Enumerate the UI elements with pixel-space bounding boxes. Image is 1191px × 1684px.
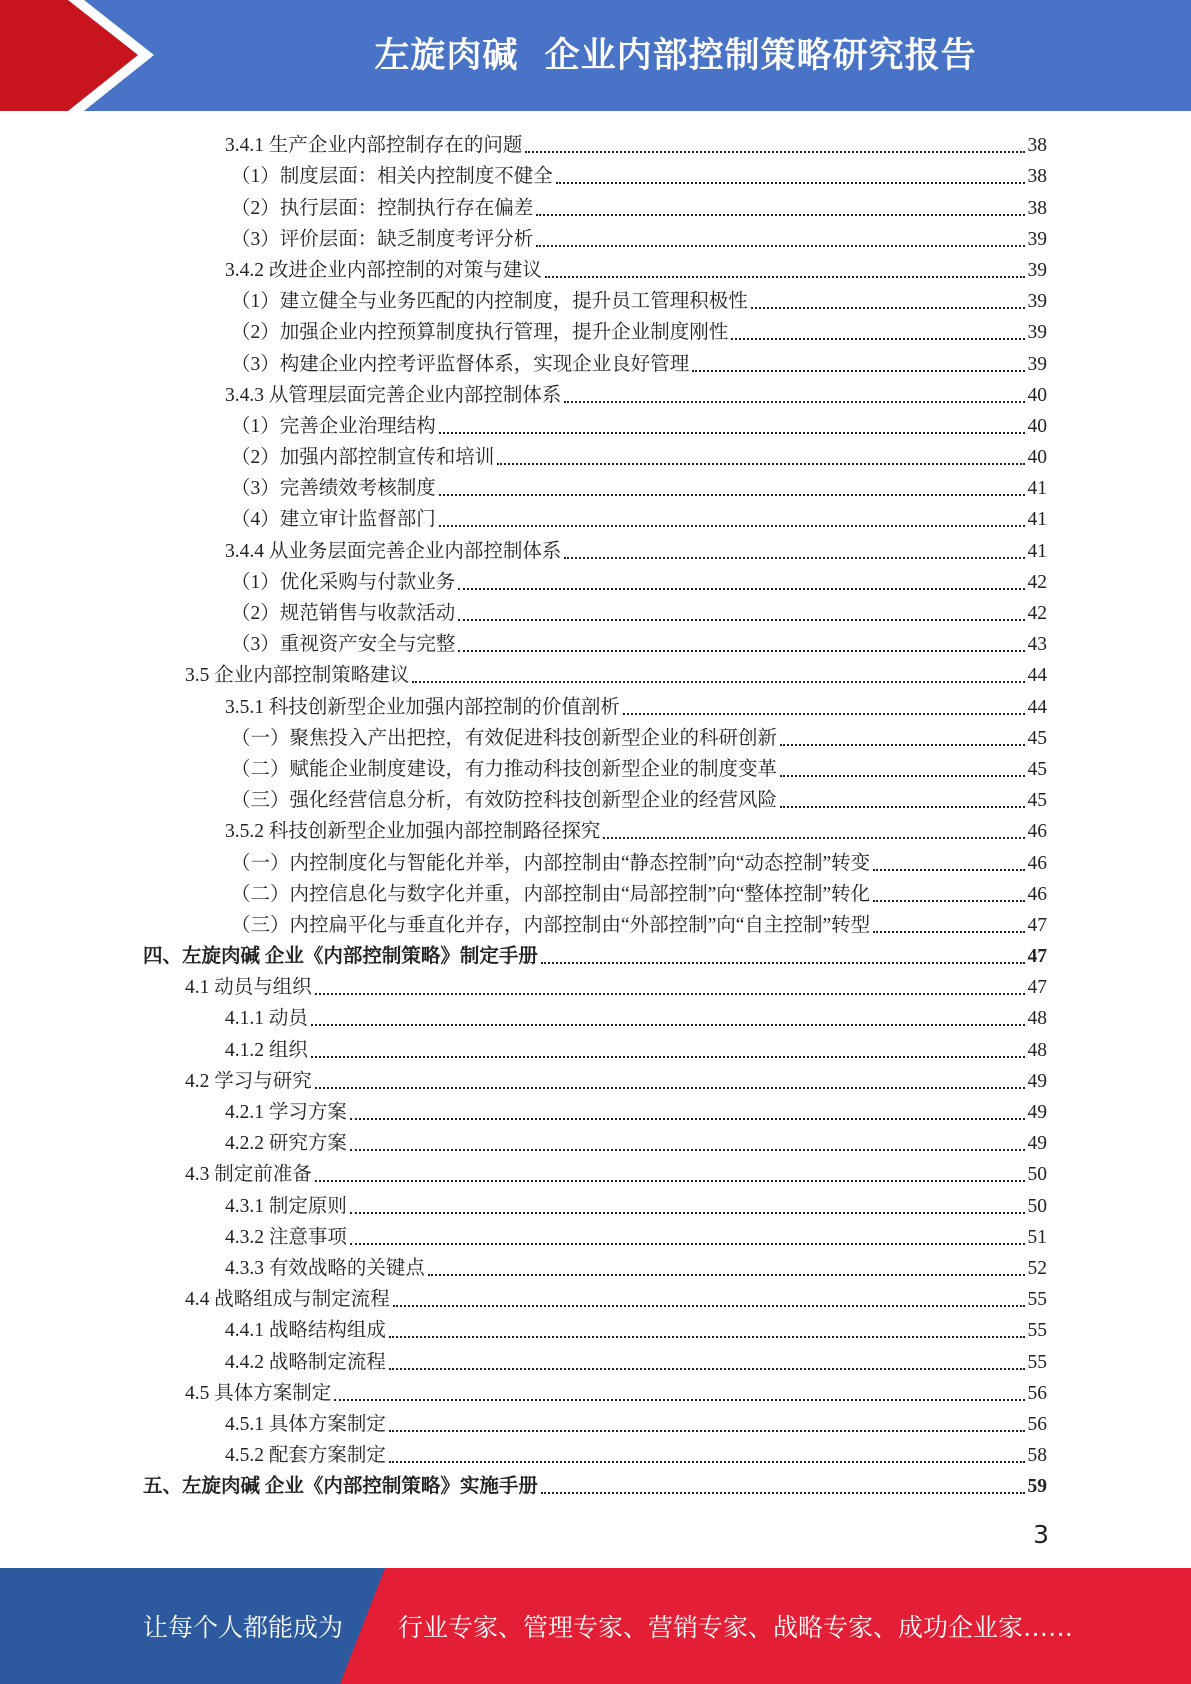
toc-entry[interactable] bbox=[0, 377, 1191, 408]
toc-dot-leader bbox=[439, 525, 1025, 527]
toc-dot-leader bbox=[497, 463, 1024, 465]
toc-entry-page: 42 bbox=[1027, 571, 1047, 593]
toc-entry-page: 59 bbox=[1027, 1476, 1047, 1498]
toc-entry-title: 4.3.3 有效战略的关键点 bbox=[225, 1257, 425, 1279]
toc-entry[interactable] bbox=[0, 1343, 1191, 1374]
toc-entry[interactable] bbox=[0, 938, 1191, 969]
toc-entry[interactable] bbox=[0, 345, 1191, 376]
toc-dot-leader bbox=[623, 713, 1025, 715]
toc-entry[interactable] bbox=[0, 1156, 1191, 1187]
toc-entry-title: 4.5.1 具体方案制定 bbox=[225, 1413, 386, 1435]
toc-entry[interactable] bbox=[0, 782, 1191, 813]
toc-entry-page: 44 bbox=[1027, 696, 1047, 718]
toc-entry-title: （4）建立审计监督部门 bbox=[231, 509, 436, 531]
toc-dot-leader bbox=[873, 931, 1024, 933]
toc-entry-page: 45 bbox=[1027, 758, 1047, 780]
toc-dot-leader bbox=[350, 1149, 1025, 1151]
toc-entry-title: 4.1.1 动员 bbox=[225, 1008, 308, 1030]
toc-entry[interactable] bbox=[0, 907, 1191, 938]
toc-entry[interactable] bbox=[0, 283, 1191, 314]
toc-entry-page: 47 bbox=[1027, 914, 1047, 936]
toc-entry-title: 4.3.2 注意事项 bbox=[225, 1226, 347, 1248]
toc-dot-leader bbox=[412, 681, 1024, 683]
toc-entry-page: 38 bbox=[1027, 135, 1047, 157]
toc-entry-page: 43 bbox=[1027, 634, 1047, 656]
page-number: 3 bbox=[1033, 1520, 1049, 1549]
toc-entry-title: 4.2 学习与研究 bbox=[185, 1070, 312, 1092]
toc-dot-leader bbox=[525, 151, 1024, 153]
toc-entry[interactable] bbox=[0, 1281, 1191, 1312]
toc-entry-page: 47 bbox=[1027, 946, 1047, 968]
toc-dot-leader bbox=[389, 1336, 1025, 1338]
toc-dot-leader bbox=[541, 962, 1025, 964]
toc-entry[interactable] bbox=[0, 969, 1191, 1000]
toc-entry-title: 4.3 制定前准备 bbox=[185, 1164, 312, 1186]
toc-entry-title: （1）建立健全与业务匹配的内控制度，提升员工管理积极性 bbox=[231, 291, 748, 313]
toc-entry-title: （1）优化采购与付款业务 bbox=[231, 571, 456, 593]
toc-dot-leader bbox=[564, 557, 1024, 559]
toc-entry-title: 4.3.1 制定原则 bbox=[225, 1195, 347, 1217]
toc-entry[interactable] bbox=[0, 813, 1191, 844]
toc-entry[interactable] bbox=[0, 1063, 1191, 1094]
toc-entry-title: 3.4.2 改进企业内部控制的对策与建议 bbox=[225, 259, 542, 281]
toc-entry-page: 42 bbox=[1027, 603, 1047, 624]
toc-entry[interactable] bbox=[0, 1250, 1191, 1281]
toc-dot-leader bbox=[536, 214, 1024, 216]
toc-entry[interactable] bbox=[0, 221, 1191, 252]
toc-entry-page: 55 bbox=[1027, 1351, 1047, 1373]
toc-entry[interactable] bbox=[0, 252, 1191, 283]
toc-entry-title: （一）内控制度化与智能化并举，内部控制由“静态控制”向“动态控制”转变 bbox=[231, 852, 871, 874]
toc-dot-leader bbox=[780, 775, 1024, 777]
toc-entry-page: 38 bbox=[1027, 166, 1047, 188]
toc-dot-leader bbox=[564, 401, 1024, 403]
header-banner bbox=[0, 0, 1191, 111]
toc-entry[interactable] bbox=[0, 595, 1191, 626]
toc-dot-leader bbox=[315, 1087, 1025, 1089]
toc-entry-page: 41 bbox=[1027, 540, 1047, 562]
toc-entry[interactable] bbox=[0, 844, 1191, 875]
toc-dot-leader bbox=[428, 1274, 1025, 1276]
toc-entry-title: 四、左旋肉碱 企业《内部控制策略》制定手册 bbox=[143, 946, 538, 968]
toc-entry-page: 49 bbox=[1027, 1070, 1047, 1092]
toc-entry-title: 3.4.3 从管理层面完善企业内部控制体系 bbox=[225, 384, 562, 406]
toc-dot-leader bbox=[389, 1430, 1025, 1432]
toc-entry[interactable] bbox=[0, 626, 1191, 657]
toc-entry-title: （3）评价层面：缺乏制度考评分析 bbox=[231, 228, 534, 250]
toc-entry-title: （一）聚焦投入产出把控，有效促进科技创新型企业的科研创新 bbox=[231, 727, 778, 749]
toc-entry-title: 4.1.2 组织 bbox=[225, 1039, 308, 1061]
toc-entry-page: 49 bbox=[1027, 1133, 1047, 1155]
toc-entry-page: 50 bbox=[1027, 1195, 1047, 1217]
toc-entry-title: （3）构建企业内控考评监督体系，实现企业良好管理 bbox=[231, 353, 690, 375]
toc-entry-page: 56 bbox=[1027, 1413, 1047, 1435]
toc-entry-page: 39 bbox=[1027, 322, 1047, 344]
toc-entry-page: 56 bbox=[1027, 1382, 1047, 1404]
toc-entry[interactable] bbox=[0, 720, 1191, 751]
toc-entry-title: 3.5.1 科技创新型企业加强内部控制的价值剖析 bbox=[225, 696, 620, 718]
toc-dot-leader bbox=[458, 588, 1024, 590]
toc-entry-title: （二）内控信息化与数字化并重，内部控制由“局部控制”向“整体控制”转化 bbox=[231, 883, 871, 905]
toc-entry[interactable] bbox=[0, 1031, 1191, 1062]
toc-entry-page: 40 bbox=[1027, 447, 1047, 469]
toc-entry-page: 46 bbox=[1027, 821, 1047, 843]
toc-entry-page: 46 bbox=[1027, 883, 1047, 905]
toc-entry[interactable] bbox=[0, 564, 1191, 595]
toc-dot-leader bbox=[439, 432, 1025, 434]
toc-entry-page: 39 bbox=[1027, 228, 1047, 250]
toc-entry-title: （二）赋能企业制度建设，有力推动科技创新型企业的制度变革 bbox=[231, 758, 778, 780]
toc-entry-title: 4.2.1 学习方案 bbox=[225, 1102, 347, 1123]
toc-entry[interactable] bbox=[0, 1219, 1191, 1250]
toc-entry[interactable] bbox=[0, 314, 1191, 345]
toc-dot-leader bbox=[439, 494, 1025, 496]
toc-entry[interactable] bbox=[0, 1094, 1191, 1125]
toc-entry[interactable] bbox=[0, 408, 1191, 439]
toc-entry-page: 47 bbox=[1027, 977, 1047, 999]
toc-entry-page: 49 bbox=[1027, 1102, 1047, 1123]
toc-entry-title: 4.4.1 战略结构组成 bbox=[225, 1320, 386, 1342]
toc-entry-title: 4.4.2 战略制定流程 bbox=[225, 1351, 386, 1373]
toc-entry-title: （2）执行层面：控制执行存在偏差 bbox=[231, 197, 534, 219]
toc-entry-page: 39 bbox=[1027, 259, 1047, 281]
toc-entry[interactable] bbox=[0, 751, 1191, 782]
toc-entry-title: （1）制度层面：相关内控制度不健全 bbox=[231, 166, 553, 188]
toc-dot-leader bbox=[780, 744, 1024, 746]
toc-dot-leader bbox=[556, 182, 1025, 184]
toc-entry-page: 40 bbox=[1027, 415, 1047, 437]
toc-entry-title: 4.1 动员与组织 bbox=[185, 977, 312, 999]
toc-entry-title: （三）强化经营信息分析，有效防控科技创新型企业的经营风险 bbox=[231, 790, 778, 812]
toc-entry-title: （1）完善企业治理结构 bbox=[231, 415, 436, 437]
toc-entry-title: （2）加强内部控制宣传和培训 bbox=[231, 447, 495, 469]
toc-entry-title: 3.5 企业内部控制策略建议 bbox=[185, 665, 410, 687]
toc-entry[interactable] bbox=[0, 1000, 1191, 1031]
toc-entry-title: （3）完善绩效考核制度 bbox=[231, 478, 436, 500]
toc-entry[interactable] bbox=[0, 158, 1191, 189]
toc-entry[interactable] bbox=[0, 439, 1191, 470]
toc-entry[interactable] bbox=[0, 127, 1191, 158]
toc-entry[interactable] bbox=[0, 470, 1191, 501]
toc-entry-title: 4.4 战略组成与制定流程 bbox=[185, 1289, 390, 1311]
toc-entry[interactable] bbox=[0, 1187, 1191, 1218]
toc-entry[interactable] bbox=[0, 501, 1191, 532]
header-red-arrow bbox=[0, 0, 140, 111]
toc-entry[interactable] bbox=[0, 1468, 1191, 1499]
toc-entry[interactable] bbox=[0, 657, 1191, 688]
toc-entry[interactable] bbox=[0, 532, 1191, 563]
toc-dot-leader bbox=[315, 1180, 1025, 1182]
toc-entry[interactable] bbox=[0, 1125, 1191, 1156]
toc-entry-title: 4.5 具体方案制定 bbox=[185, 1382, 332, 1404]
toc-entry-title: 3.4.1 生产企业内部控制存在的问题 bbox=[225, 135, 523, 157]
toc-entry[interactable] bbox=[0, 1406, 1191, 1437]
toc-entry-title: 五、左旋肉碱 企业《内部控制策略》实施手册 bbox=[143, 1476, 538, 1498]
toc-dot-leader bbox=[350, 1243, 1025, 1245]
toc-entry-title: 4.5.2 配套方案制定 bbox=[225, 1445, 386, 1467]
toc-entry[interactable] bbox=[0, 876, 1191, 907]
footer-slogan-right: 行业专家、管理专家、营销专家、战略专家、成功企业家…… bbox=[398, 1613, 1074, 1642]
toc-entry-page: 51 bbox=[1027, 1226, 1047, 1248]
toc-dot-leader bbox=[350, 1212, 1025, 1214]
toc-dot-leader bbox=[780, 806, 1024, 808]
toc-entry-page: 55 bbox=[1027, 1289, 1047, 1311]
toc-entry-page: 41 bbox=[1027, 509, 1047, 531]
footer-slogan-left: 让每个人都能成为 bbox=[143, 1613, 344, 1642]
toc-dot-leader bbox=[751, 307, 1025, 309]
toc-dot-leader bbox=[315, 993, 1025, 995]
toc-entry[interactable] bbox=[0, 189, 1191, 220]
toc-entry[interactable] bbox=[0, 1312, 1191, 1343]
toc-entry-page: 46 bbox=[1027, 852, 1047, 874]
toc-entry-title: （2）加强企业内控预算制度执行管理，提升企业制度刚性 bbox=[231, 322, 729, 344]
toc-entry-page: 39 bbox=[1027, 353, 1047, 375]
toc-entry-title: （2）规范销售与收款活动 bbox=[231, 603, 456, 624]
toc-entry-page: 45 bbox=[1027, 790, 1047, 812]
toc-entry-title: 3.5.2 科技创新型企业加强内部控制路径探究 bbox=[225, 821, 601, 843]
toc-entry[interactable] bbox=[0, 1437, 1191, 1468]
footer-banner bbox=[0, 1568, 1191, 1684]
toc-entry-page: 41 bbox=[1027, 478, 1047, 500]
toc-dot-leader bbox=[311, 1056, 1025, 1058]
toc-entry-page: 58 bbox=[1027, 1445, 1047, 1467]
toc-entry-page: 48 bbox=[1027, 1039, 1047, 1061]
toc-dot-leader bbox=[873, 900, 1024, 902]
toc-dot-leader bbox=[389, 1461, 1025, 1463]
toc-entry-page: 44 bbox=[1027, 665, 1047, 687]
toc-entry-page: 55 bbox=[1027, 1320, 1047, 1342]
toc-dot-leader bbox=[458, 650, 1024, 652]
toc-entry-page: 50 bbox=[1027, 1164, 1047, 1186]
toc-entry-page: 52 bbox=[1027, 1257, 1047, 1279]
toc-dot-leader bbox=[311, 1024, 1025, 1026]
toc-entry-page: 39 bbox=[1027, 291, 1047, 313]
toc-entry-page: 38 bbox=[1027, 197, 1047, 219]
toc-entry-title: 3.4.4 从业务层面完善企业内部控制体系 bbox=[225, 540, 562, 562]
toc-dot-leader bbox=[731, 338, 1024, 340]
toc-entry-page: 45 bbox=[1027, 727, 1047, 749]
toc-entry[interactable] bbox=[0, 1375, 1191, 1406]
toc-dot-leader bbox=[545, 276, 1025, 278]
toc-dot-leader bbox=[603, 837, 1024, 839]
toc-entry-page: 40 bbox=[1027, 384, 1047, 406]
toc-dot-leader bbox=[393, 1305, 1025, 1307]
report-title: 左旋肉碱 企业内部控制策略研究报告 bbox=[374, 36, 977, 76]
toc-entry-title: （3）重视资产安全与完整 bbox=[231, 634, 456, 656]
toc-dot-leader bbox=[536, 245, 1024, 247]
toc-dot-leader bbox=[389, 1368, 1025, 1370]
toc-dot-leader bbox=[350, 1118, 1025, 1120]
toc-dot-leader bbox=[541, 1492, 1025, 1494]
toc-entry[interactable] bbox=[0, 688, 1191, 719]
toc-dot-leader bbox=[458, 619, 1024, 621]
toc-dot-leader bbox=[692, 370, 1024, 372]
toc-dot-leader bbox=[334, 1399, 1024, 1401]
toc-entry-title: 4.2.2 研究方案 bbox=[225, 1133, 347, 1155]
toc-entry-page: 48 bbox=[1027, 1008, 1047, 1030]
toc-entry-title: （三）内控扁平化与垂直化并存，内部控制由“外部控制”向“自主控制”转型 bbox=[231, 914, 871, 936]
table-of-contents bbox=[0, 127, 1191, 1499]
toc-dot-leader bbox=[873, 869, 1024, 871]
